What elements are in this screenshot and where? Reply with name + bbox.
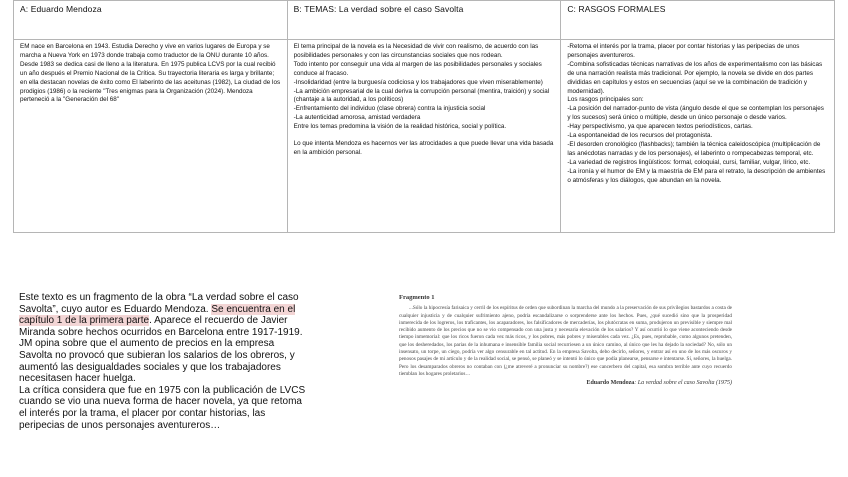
cell-formal-features [561, 40, 835, 233]
commentary-paragraph-3: La crítica considera que fue en 1975 con la publicación de LVCS cuando se vio una nueva forma de hacer novela, ya que retoma el interés por la trama, el placer por contar historias, las peripecias de unos personajes aventureros… [19, 384, 306, 431]
excerpt-citation [399, 380, 732, 387]
commentary-paragraph-2: JM opina sobre que el aumento de precios en la empresa Savolta no provocó que subieran los salarios de los obreros, y aumentó las desigualdades sociales y que los trabajadores necesitasen hacer huelga. [19, 338, 295, 385]
feature-item: -El desorden cronológico (flashbacks); también la técnica caleidoscópica (multiplicación de las anécdotas narradas y de los personajes), el laberinto o rompecabezas temporal, etc. [567, 140, 821, 157]
summary-table [13, 0, 835, 233]
formal-features-list [567, 43, 828, 186]
theme-item: Entre los temas predomina la visión de la realidad histórica, social y política. [293, 123, 507, 131]
author-bio-text: EM nace en Barcelona en 1943. Estudia Derecho y vive en varios lugares de Europa y se marcha a Nueva York en 1973 donde trabaja como traductor de la ONU durante 10 años. Desde 1983 se dedica casi de lleno a la literatura. En 1975 publica LCVS por la cual recibió un año después el Premio Nacional de la Crítica. Su trayectoria literaria es larga y brillante; en ella destacan novelas de éxito como El laberinto de las aceitunas (1982), La ciudad de los prodigios (1986) o la reciente "Tres enigmas para la Organización (2024). Mendoza perteneció a la "Generación del 68" [20, 43, 281, 104]
commentary-p1-start: Este texto es un fragmento de la obra “La verdad sobre el caso Savolta”, cuyo autor es Eduardo Mendoza. [19, 292, 299, 315]
excerpt-title: Fragmento 1 [399, 294, 435, 301]
header-col-b: B: TEMAS: La verdad sobre el caso Savolta [287, 1, 561, 40]
themes-list [294, 43, 555, 132]
theme-item: Todo intento por conseguir una vida al margen de las posibilidades personales y sociales conduce al fracaso. [293, 60, 542, 77]
excerpt-image [399, 294, 732, 388]
theme-item: -La ambición empresarial de la cual deriva la corrupción personal (mentira, traición) y social (chantaje a la autoridad, a los políticos) [293, 87, 550, 104]
citation-work: : La verdad sobre el caso Savolta (1975) [634, 380, 732, 387]
theme-item: El tema principal de la novela es la Necesidad de vivir con realismo, de acuerdo con las posibilidades personales y con las circunstancias sociales que nos rodean. [293, 43, 539, 59]
theme-item: -Enfrentamiento del individuo (clase obrera) contra la injusticia social [293, 105, 486, 113]
theme-item: -La autenticidad amorosa, amistad verdadera [293, 114, 421, 122]
header-col-c: C: RASGOS FORMALES [561, 1, 835, 40]
commentary-p1-end: . Aparece el recuerdo de Javier Miranda sobre hechos ocurridos en Barcelona entre 1917-1919. [19, 315, 303, 338]
excerpt-body: ...Sólo la hipocresía farisaica y cerril de los espíritus de orden que subordinan la marcha del mundo a la preservación de sus privilegios bastardos a costa de cualquier injusticia y de cualquier sufrimiento ajeno, podría escandalizarse o sorprenderse ante los hechos. Pues, ¿qué sucedió sino que la prosperidad inmerecida de los logreros, los traficantes, los acaparadores, los falsificadores de mercaderías, los plutócratas en suma, produjeron un previsible y siempre mal recibido aumento de los precios que no se vio compensado con una justa y necesaria elevación de los salarios? Y así ocurrió lo que viene aconteciendo desde tiempo inmemorial: que los ricos fueron cada vez más ricos, y los pobres, más pobres y miserables cada vez. ¿Es, pues, reprobable, como algunos pretenden, que los desheredados, los parias de la inhumana e insensible familia social recurriesen a un único camino, al único que les ha dejado la sociedad? No, sólo un insensato, un torpe, un ciego, podría ver algo censurable en tal actitud. En la empresa Savolta, debo decirlo, señores, y entrar así en uno de los más oscuros y penosos pasajes de mi artículo y de la realidad social, se pensó, se planeó y se intentó lo único que podía planearse, pensarse e intentarse. Sí, señores, la huelga. Pero los desamparados obreros no contaban con (¿me atreveré a pronunciar su nombre?) ese cancerbero del capital, esa sombra terrible ante cuyo recuerdo tiemblan los hogares proletarios… [399, 305, 732, 377]
themes-conclusion: Lo que intenta Mendoza es hacernos ver las atrocidades a que puede llevar una vida basada en la ambición personal. [293, 140, 554, 156]
header-col-a: A: Eduardo Mendoza [14, 1, 288, 40]
feature-item: Los rasgos principales son: [567, 96, 644, 104]
feature-item: -Retoma el interés por la trama, placer por contar historias y las peripecias de unos personajes aventureros. [567, 43, 800, 59]
feature-item: -La posición del narrador-punto de vista (ángulo desde el que se contemplan los personajes y los sucesos) será único o múltiple, desde un único personaje o desde varios. [567, 105, 824, 122]
citation-author: Eduardo Mendoza [586, 380, 635, 387]
commentary-paragraph-1 [19, 292, 309, 338]
feature-item: -Hay perspectivismo, ya que aparecen textos periodísticos, cartas. [567, 123, 753, 131]
feature-item: -La ironía y el humor de EM y la maestría de EM para el retrato, la descripción de ambientes o atmósferas y los diálogos, que abundan en la novela. [567, 167, 826, 184]
feature-item: -La espontaneidad de los recursos del protagonista. [567, 132, 713, 140]
commentary-text [19, 292, 309, 431]
cell-themes [287, 40, 561, 233]
feature-item: -La variedad de registros lingüísticos: formal, coloquial, cursi, familiar, vulgar, lírico, etc. [567, 158, 811, 166]
theme-item: -Insolidaridad (entre la burguesía codiciosa y los trabajadores que viven miserablemente) [293, 78, 543, 86]
feature-item: -Combina sofisticadas técnicas narrativas de los años de experimentalismo con las básicas de una narración realista más tradicional. Por ejemplo, la novela se divide en dos partes divididas en capítulos y estos en secuencias (aquí se ve la combinación de tradición y modernidad). [567, 60, 823, 95]
cell-author-bio [14, 40, 288, 233]
highlighted-text: Se encuentra en el capítulo 1 de la primera parte [19, 303, 296, 327]
